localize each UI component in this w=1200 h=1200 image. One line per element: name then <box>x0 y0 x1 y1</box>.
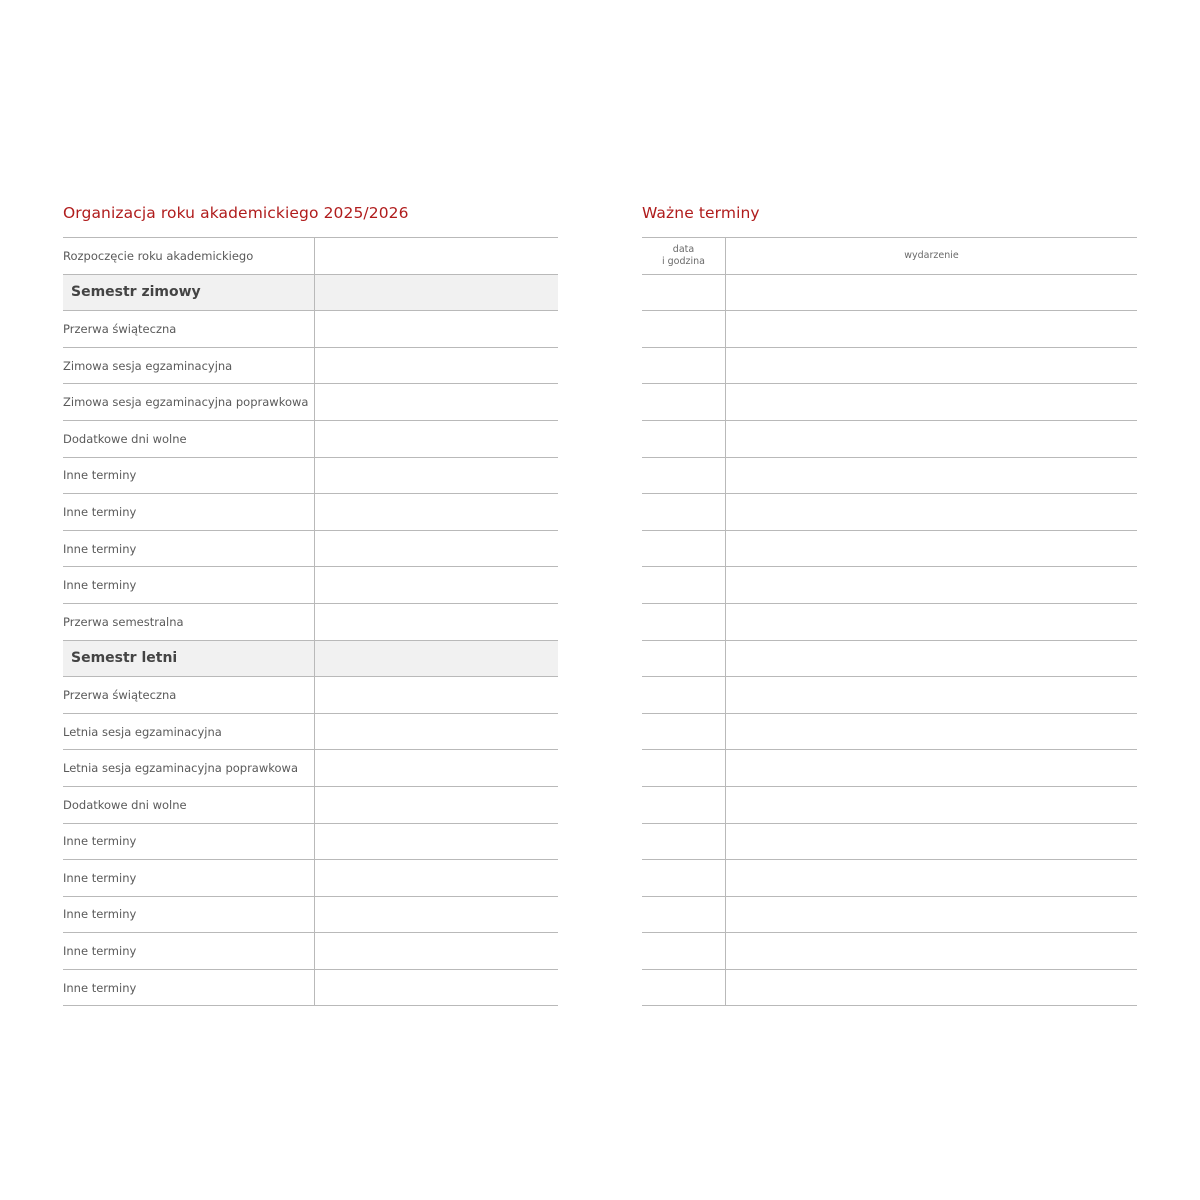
table-row <box>642 786 1137 823</box>
date-time-cell[interactable] <box>642 860 726 897</box>
date-entry-cell[interactable] <box>315 347 559 384</box>
table-row <box>642 603 1137 640</box>
row-label: Zimowa sesja egzaminacyjna poprawkowa <box>63 384 315 421</box>
date-entry-cell[interactable] <box>315 933 559 970</box>
date-time-cell[interactable] <box>642 786 726 823</box>
event-cell[interactable] <box>726 603 1138 640</box>
important-dates-title: Ważne terminy <box>642 204 760 222</box>
row-label: Inne terminy <box>63 823 315 860</box>
date-entry-cell[interactable] <box>315 457 559 494</box>
row-label: Inne terminy <box>63 969 315 1006</box>
date-time-cell[interactable] <box>642 823 726 860</box>
row-label: Inne terminy <box>63 567 315 604</box>
row-label: Dodatkowe dni wolne <box>63 786 315 823</box>
table-row <box>63 896 558 933</box>
table-row <box>63 494 558 531</box>
date-time-cell[interactable] <box>642 603 726 640</box>
event-cell[interactable] <box>726 567 1138 604</box>
table-row <box>63 786 558 823</box>
table-row <box>642 420 1137 457</box>
date-entry-cell[interactable] <box>315 969 559 1006</box>
date-time-cell[interactable] <box>642 384 726 421</box>
table-row <box>642 750 1137 787</box>
table-row <box>642 969 1137 1006</box>
date-entry-cell[interactable] <box>315 567 559 604</box>
table-row <box>63 860 558 897</box>
event-cell[interactable] <box>726 823 1138 860</box>
date-entry-cell[interactable] <box>315 420 559 457</box>
row-label: Letnia sesja egzaminacyjna <box>63 713 315 750</box>
row-label: Inne terminy <box>63 860 315 897</box>
table-row <box>642 860 1137 897</box>
date-time-cell[interactable] <box>642 969 726 1006</box>
table-row <box>63 238 558 275</box>
event-cell[interactable] <box>726 530 1138 567</box>
table-row <box>642 384 1137 421</box>
date-time-cell[interactable] <box>642 457 726 494</box>
row-label: Inne terminy <box>63 530 315 567</box>
row-label: Dodatkowe dni wolne <box>63 420 315 457</box>
date-time-cell[interactable] <box>642 933 726 970</box>
table-row <box>642 494 1137 531</box>
academic-year-table <box>63 237 558 1006</box>
event-cell[interactable] <box>726 457 1138 494</box>
table-row <box>63 677 558 714</box>
row-label: Letnia sesja egzaminacyjna poprawkowa <box>63 750 315 787</box>
table-row <box>63 457 558 494</box>
table-row <box>642 713 1137 750</box>
table-row <box>642 896 1137 933</box>
date-entry-cell[interactable] <box>315 860 559 897</box>
table-row <box>63 713 558 750</box>
event-cell[interactable] <box>726 384 1138 421</box>
row-label: Inne terminy <box>63 896 315 933</box>
date-entry-cell[interactable] <box>315 677 559 714</box>
table-row <box>642 311 1137 348</box>
important-dates-table <box>642 237 1137 1006</box>
row-label: Zimowa sesja egzaminacyjna <box>63 347 315 384</box>
date-entry-cell[interactable] <box>315 238 559 275</box>
table-row <box>642 274 1137 311</box>
date-header <box>642 238 726 275</box>
row-label: Inne terminy <box>63 494 315 531</box>
row-label: Przerwa semestralna <box>63 603 315 640</box>
academic-year-title: Organizacja roku akademickiego 2025/2026 <box>63 204 409 222</box>
table-row <box>63 311 558 348</box>
table-row <box>642 640 1137 677</box>
date-entry-cell[interactable] <box>315 713 559 750</box>
date-time-cell[interactable] <box>642 750 726 787</box>
date-entry-cell[interactable] <box>315 384 559 421</box>
table-row <box>642 347 1137 384</box>
event-cell[interactable] <box>726 640 1138 677</box>
event-cell[interactable] <box>726 274 1138 311</box>
table-row <box>63 750 558 787</box>
row-label: Przerwa świąteczna <box>63 677 315 714</box>
date-time-cell[interactable] <box>642 274 726 311</box>
event-cell[interactable] <box>726 713 1138 750</box>
section-label: Semestr zimowy <box>63 274 315 311</box>
table-row <box>63 933 558 970</box>
event-cell[interactable] <box>726 860 1138 897</box>
date-time-cell[interactable] <box>642 420 726 457</box>
date-header-line1: data <box>672 243 695 255</box>
table-row <box>642 457 1137 494</box>
date-entry-cell[interactable] <box>315 494 559 531</box>
section-row <box>63 640 558 677</box>
date-time-cell[interactable] <box>642 677 726 714</box>
event-cell[interactable] <box>726 311 1138 348</box>
event-cell[interactable] <box>726 677 1138 714</box>
row-label: Rozpoczęcie roku akademickiego <box>63 238 315 275</box>
event-cell[interactable] <box>726 420 1138 457</box>
event-cell[interactable] <box>726 896 1138 933</box>
date-entry-cell[interactable] <box>315 750 559 787</box>
table-row <box>642 567 1137 604</box>
date-time-cell[interactable] <box>642 896 726 933</box>
date-header-line2: i godzina <box>661 255 705 267</box>
date-entry-cell[interactable] <box>315 274 559 311</box>
table-row <box>63 603 558 640</box>
date-time-cell[interactable] <box>642 567 726 604</box>
date-entry-cell[interactable] <box>315 311 559 348</box>
date-entry-cell[interactable] <box>315 640 559 677</box>
date-entry-cell[interactable] <box>315 530 559 567</box>
table-header-row <box>642 238 1137 275</box>
table-row <box>63 823 558 860</box>
table-row <box>642 530 1137 567</box>
right-page <box>600 172 1200 1028</box>
table-row <box>642 677 1137 714</box>
table-row <box>63 347 558 384</box>
event-cell[interactable] <box>726 969 1138 1006</box>
table-row <box>63 530 558 567</box>
table-row <box>63 969 558 1006</box>
event-header: wydarzenie <box>726 238 1138 275</box>
date-time-cell[interactable] <box>642 530 726 567</box>
date-time-cell[interactable] <box>642 494 726 531</box>
date-time-cell[interactable] <box>642 347 726 384</box>
event-cell[interactable] <box>726 933 1138 970</box>
date-time-cell[interactable] <box>642 640 726 677</box>
table-row <box>63 384 558 421</box>
date-time-cell[interactable] <box>642 713 726 750</box>
date-entry-cell[interactable] <box>315 823 559 860</box>
section-row <box>63 274 558 311</box>
table-row <box>63 420 558 457</box>
event-cell[interactable] <box>726 347 1138 384</box>
date-entry-cell[interactable] <box>315 603 559 640</box>
row-label: Inne terminy <box>63 933 315 970</box>
event-cell[interactable] <box>726 786 1138 823</box>
section-label: Semestr letni <box>63 640 315 677</box>
row-label: Inne terminy <box>63 457 315 494</box>
date-time-cell[interactable] <box>642 311 726 348</box>
date-entry-cell[interactable] <box>315 896 559 933</box>
row-label: Przerwa świąteczna <box>63 311 315 348</box>
event-cell[interactable] <box>726 750 1138 787</box>
table-row <box>63 567 558 604</box>
left-page <box>0 172 600 1028</box>
event-cell[interactable] <box>726 494 1138 531</box>
table-row <box>642 933 1137 970</box>
date-entry-cell[interactable] <box>315 786 559 823</box>
table-row <box>642 823 1137 860</box>
